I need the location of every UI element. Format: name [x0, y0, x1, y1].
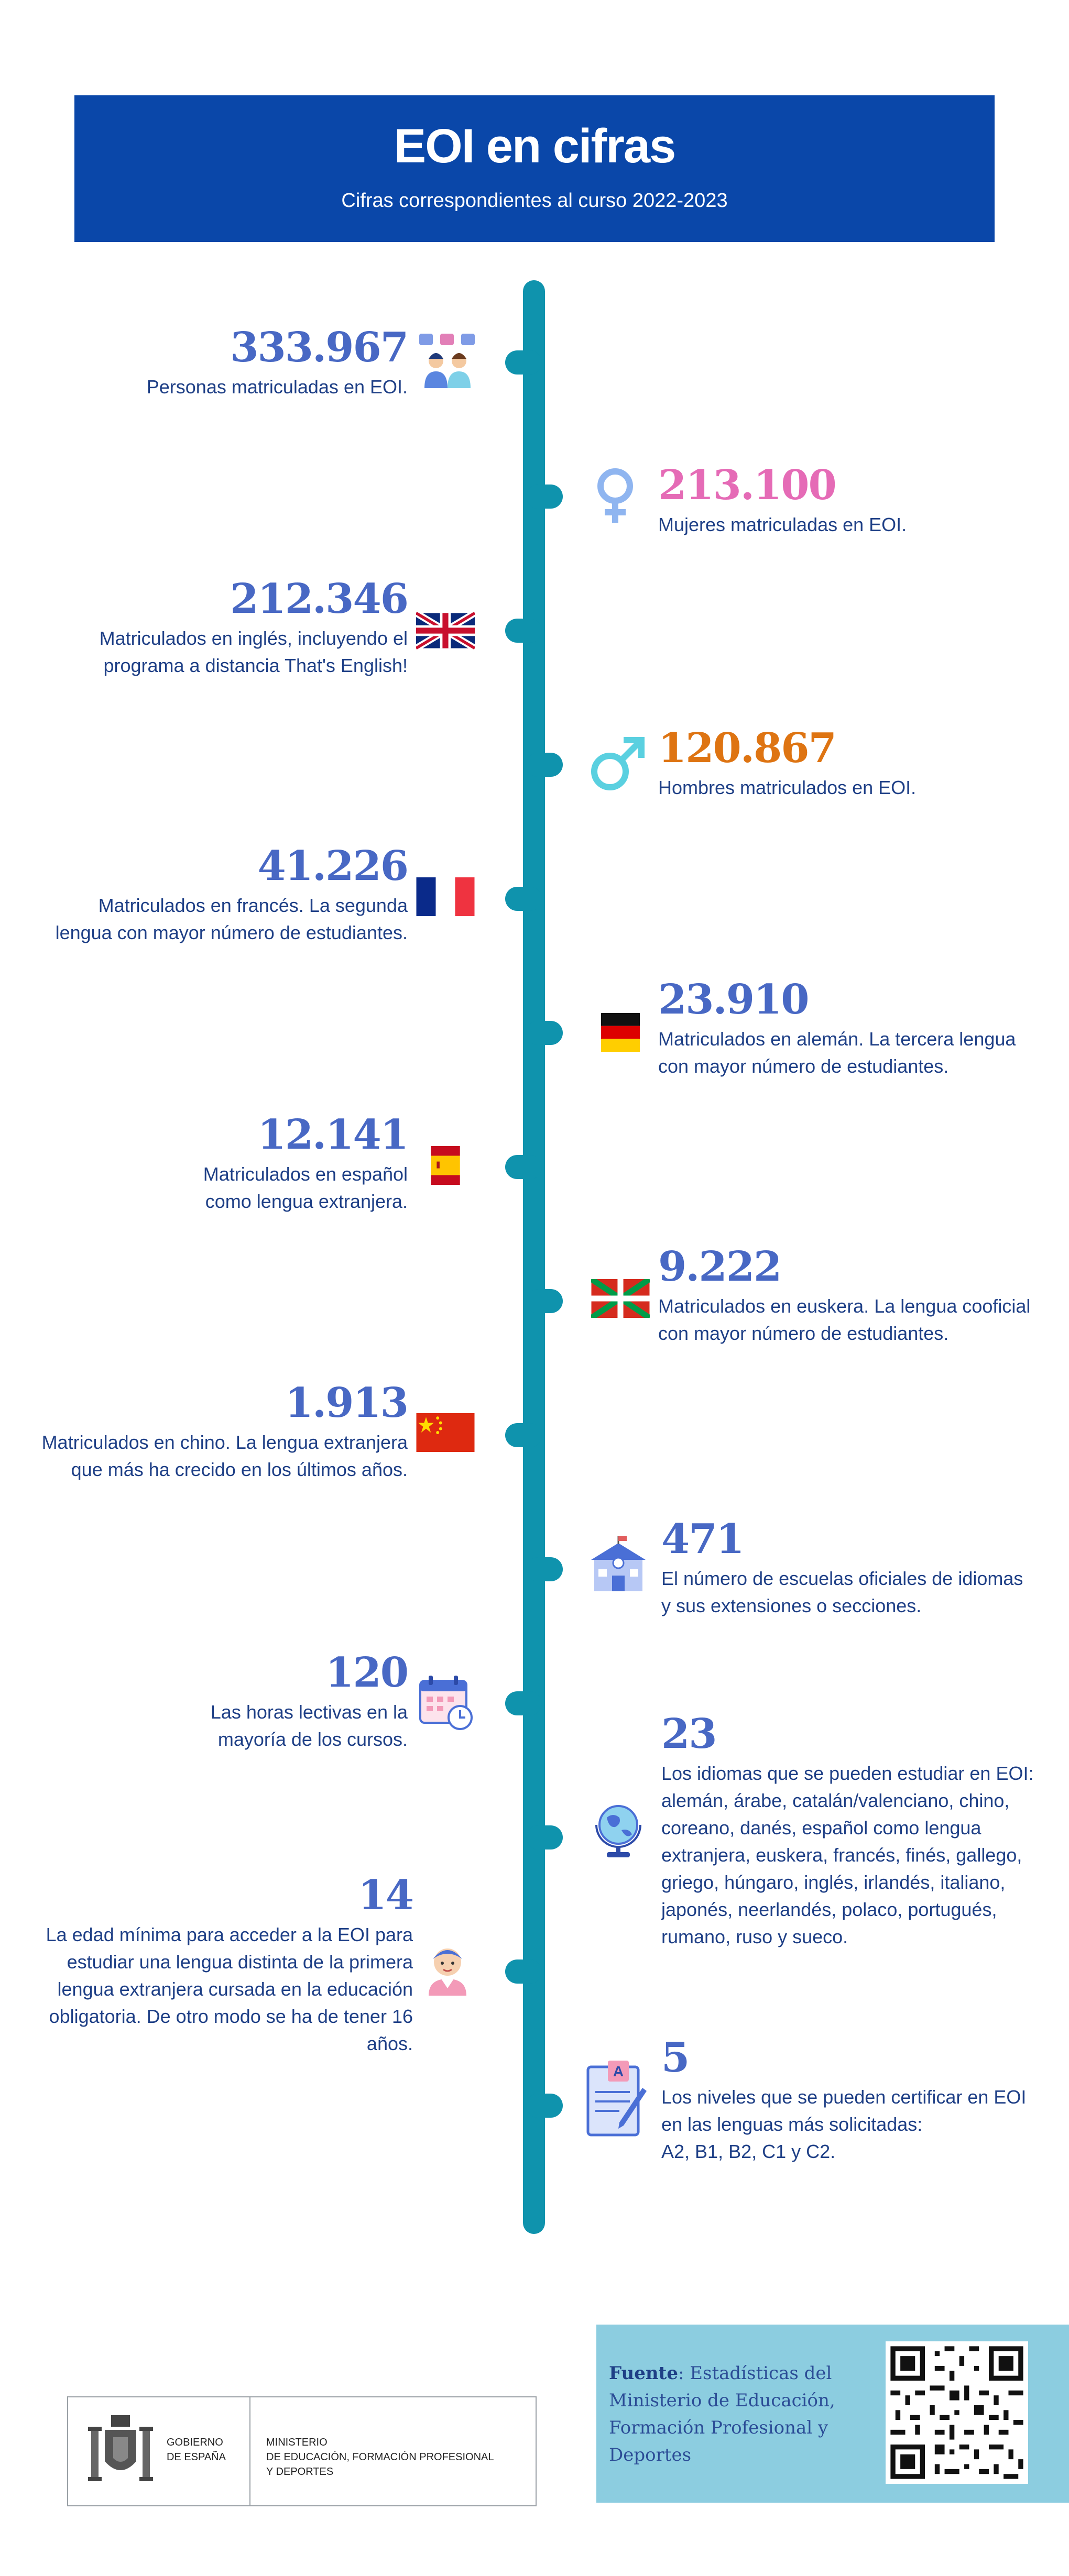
stat-entry-basque — [658, 1243, 1046, 1347]
stat-value: 12.141 — [257, 1111, 408, 1159]
stat-description: griego, húngaro, inglés, irlandés, italiano, — [661, 1872, 1006, 1893]
stat-entry-spanish — [9, 1111, 408, 1215]
stat-value: 1.913 — [285, 1379, 408, 1427]
timeline-dot — [526, 1021, 563, 1045]
stat-description: programa a distancia That's English! — [103, 655, 408, 676]
stat-description: Los niveles que se pueden certificar en EOI — [661, 2086, 1027, 2108]
stat-description: como lengua extranjera. — [205, 1191, 408, 1212]
china-flag-icon — [416, 1413, 475, 1452]
timeline-dot — [526, 1289, 563, 1313]
timeline-dot — [526, 1825, 563, 1850]
page-title: EOI en cifras — [394, 119, 675, 173]
stat-description: Matriculados en español — [203, 1163, 408, 1185]
stat-value: 23.910 — [658, 976, 809, 1023]
stat-description: coreano, danés, español como lengua — [661, 1817, 981, 1839]
stat-description: Las horas lectivas en la — [210, 1701, 408, 1723]
stat-entry-men — [658, 724, 1046, 801]
stat-description: El número de escuelas oficiales de idiomas — [661, 1568, 1023, 1589]
spain-flag-icon — [416, 1146, 475, 1185]
ministry-label: MINISTERIO — [266, 2437, 328, 2448]
stat-value: 9.222 — [658, 1243, 781, 1291]
stat-entry-chinese — [9, 1379, 408, 1483]
stat-value: 120 — [325, 1649, 408, 1697]
stat-entry-women — [658, 461, 1046, 538]
stat-description: Mujeres matriculadas en EOI. — [658, 514, 907, 535]
germany-flag-icon — [591, 1013, 650, 1052]
stat-description: extranjera, euskera, francés, finés, gallego, — [661, 1844, 1022, 1866]
stat-description: con mayor número de estudiantes. — [658, 1055, 949, 1077]
source-text — [609, 2360, 860, 2469]
stat-description: obligatoria. De otro modo se ha de tener 16 — [49, 2006, 413, 2027]
stat-entry-english — [9, 575, 408, 679]
stat-entry-schools — [661, 1515, 1049, 1620]
timeline-dot — [505, 887, 542, 911]
timeline-dot — [505, 1155, 542, 1179]
stat-description: en las lenguas más solicitadas: — [661, 2113, 923, 2135]
stat-entry-french — [9, 842, 408, 946]
timeline-dot — [505, 1959, 542, 1984]
timeline-dot — [505, 1691, 542, 1715]
uk-flag-icon — [416, 612, 475, 649]
timeline-dot — [526, 1557, 563, 1581]
header-banner — [74, 95, 995, 242]
stat-description: Los idiomas que se pueden estudiar en EOI: — [661, 1763, 1034, 1784]
school-building-icon — [589, 1535, 648, 1593]
source-label: Fuente — [609, 2363, 678, 2384]
qr-code-icon[interactable] — [886, 2341, 1028, 2484]
svg-text:A: A — [613, 2063, 624, 2079]
stat-value: 213.100 — [658, 461, 836, 509]
stat-description: mayoría de los cursos. — [217, 1729, 408, 1750]
exam-sheet-icon — [586, 2060, 651, 2138]
stat-entry-levels — [661, 2034, 1049, 2165]
stat-description: años. — [366, 2033, 413, 2054]
stat-description: Matriculados en chino. La lengua extranjera — [41, 1432, 408, 1453]
stat-entry-german — [658, 976, 1046, 1080]
timeline-dot — [526, 753, 563, 777]
ministry-label: Y DEPORTES — [266, 2466, 334, 2478]
stat-value: 471 — [661, 1515, 744, 1563]
stat-description: Personas matriculadas en EOI. — [146, 376, 408, 398]
stat-entry-hours — [9, 1649, 408, 1753]
female-symbol-icon — [586, 466, 645, 525]
coat-of-arms-icon — [84, 2411, 157, 2490]
stat-value: 333.967 — [230, 324, 408, 371]
stat-value: 23 — [661, 1710, 716, 1758]
gov-label: DE ESPAÑA — [167, 2451, 226, 2463]
timeline-dot — [505, 619, 542, 643]
stat-description: Matriculados en alemán. La tercera lengua — [658, 1028, 1016, 1050]
student-icon — [418, 1938, 477, 1997]
stat-entry-languages — [661, 1710, 1049, 1951]
stat-description: con mayor número de estudiantes. — [658, 1323, 949, 1344]
stat-description: rumano, ruso y sueco. — [661, 1926, 848, 1947]
stat-description: estudiar una lengua distinta de la primera — [67, 1951, 413, 1973]
stat-entry-enrolled — [9, 324, 408, 401]
stat-description: La edad mínima para acceder a la EOI para — [46, 1924, 413, 1945]
timeline-dot — [505, 1423, 542, 1447]
stat-description: Hombres matriculados en EOI. — [658, 777, 917, 798]
people-icon — [418, 332, 477, 390]
timeline-dot — [526, 485, 563, 509]
source-description: : Estadísticas del Ministerio de Educación, Formación Profesional y Deportes — [609, 2363, 835, 2465]
france-flag-icon — [416, 877, 475, 916]
stat-description: lengua extranjera cursada en la educación — [57, 1978, 413, 2000]
globe-icon — [589, 1802, 648, 1861]
stat-description: alemán, árabe, catalán/valenciano, chino, — [661, 1790, 1010, 1811]
ministry-label: DE EDUCACIÓN, FORMACIÓN PROFESIONAL — [266, 2451, 494, 2463]
stat-description: lengua con mayor número de estudiantes. — [55, 922, 408, 943]
page-subtitle: Cifras correspondientes al curso 2022-2023 — [341, 190, 728, 212]
stat-description: Matriculados en inglés, incluyendo el — [99, 628, 408, 649]
calendar-clock-icon — [417, 1674, 476, 1732]
timeline-line — [523, 280, 545, 2234]
stat-value: 120.867 — [658, 724, 836, 772]
logo-divider — [249, 2397, 250, 2505]
stat-value: 41.226 — [257, 842, 408, 890]
stat-description: A2, B1, B2, C1 y C2. — [661, 2141, 836, 2162]
stat-value: 5 — [661, 2034, 689, 2082]
stat-description: y sus extensiones o secciones. — [661, 1595, 922, 1616]
stat-value: 14 — [358, 1872, 413, 1919]
stat-description: que más ha crecido en los últimos años. — [71, 1459, 408, 1480]
government-logo-box — [67, 2396, 537, 2506]
timeline-dot — [526, 2094, 563, 2118]
gov-label: GOBIERNO — [167, 2437, 223, 2448]
stat-description: japonés, neerlandés, polaco, portugués, — [661, 1899, 997, 1920]
basque-flag-icon — [591, 1279, 650, 1318]
stat-description: Matriculados en francés. La segunda — [98, 895, 408, 916]
male-symbol-icon — [587, 736, 646, 795]
stat-description: Matriculados en euskera. La lengua cooficial — [658, 1295, 1031, 1317]
timeline-dot — [505, 350, 542, 375]
stat-value: 212.346 — [230, 575, 408, 623]
stat-entry-min-age — [9, 1872, 413, 2057]
